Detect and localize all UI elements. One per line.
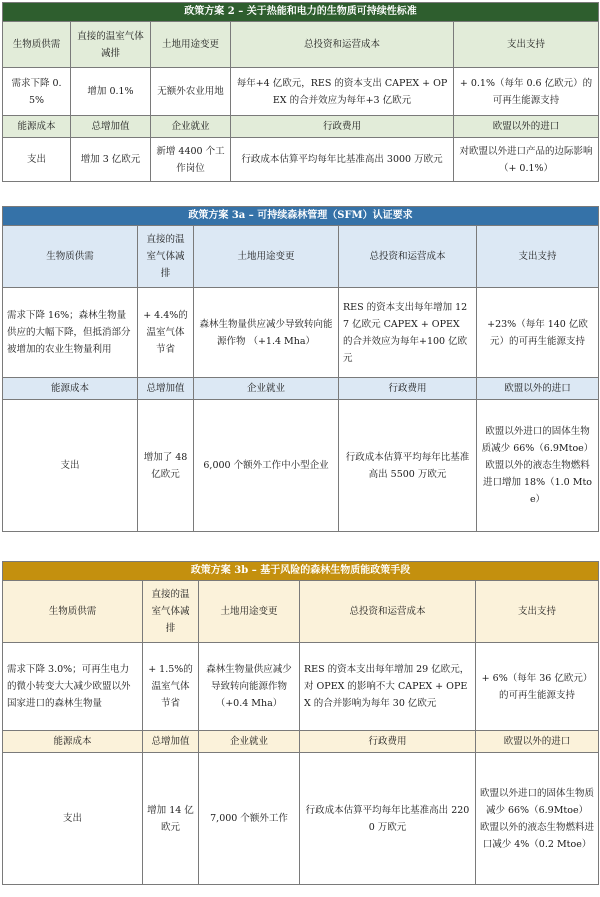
table-title: 政策方案 3b – 基于风险的森林生物质能政策手段 (3, 562, 599, 581)
data-cell: 需求下降 16%；森林生物量供应的大幅下降，但抵消部分被增加的农业生物量利用 (3, 288, 138, 378)
header-cell: 总投资和运营成本 (339, 226, 477, 288)
subheader-cell: 企业就业 (199, 731, 300, 753)
data-cell: 增加了 48 亿欧元 (138, 400, 194, 532)
data-cell: 每年+4 亿欧元，RES 的资本支出 CAPEX + OPEX 的合并效应为每年+3 亿欧元 (231, 68, 454, 116)
data-cell: RES 的资本支出每年增加 127 亿欧元 CAPEX + OPEX 的合并效应为每年+100 亿欧元 (339, 288, 477, 378)
policy-table-3b (2, 561, 599, 885)
subheader-cell: 总增加值 (138, 378, 194, 400)
data-cell: 支出 (3, 138, 71, 182)
header-cell: 总投资和运营成本 (300, 581, 476, 643)
data-cell: 增加 3 亿欧元 (71, 138, 151, 182)
data-cell: 增加 14 亿欧元 (143, 753, 199, 885)
policy-table-3a (2, 206, 599, 532)
header-cell: 生物质供需 (3, 581, 143, 643)
data-cell: 行政成本估算平均每年比基准高出 5500 万欧元 (339, 400, 477, 532)
header-cell: 支出支持 (476, 581, 599, 643)
data-cell: 增加 0.1% (71, 68, 151, 116)
data-cell: 6,000 个额外工作中小型企业 (194, 400, 339, 532)
subheader-cell: 欧盟以外的进口 (477, 378, 599, 400)
header-cell: 土地用途变更 (194, 226, 339, 288)
header-cell: 生物质供需 (3, 22, 71, 68)
table-title: 政策方案 2 – 关于热能和电力的生物质可持续性标准 (3, 3, 599, 22)
data-cell: 需求下降 0.5% (3, 68, 71, 116)
subheader-cell: 行政费用 (339, 378, 477, 400)
subheader-cell: 企业就业 (194, 378, 339, 400)
data-cell: 行政成本估算平均每年比基准高出 3000 万欧元 (231, 138, 454, 182)
data-cell: 无额外农业用地 (151, 68, 231, 116)
subheader-cell: 能源成本 (3, 116, 71, 138)
subheader-cell: 总增加值 (71, 116, 151, 138)
data-cell: + 6%（每年 36 亿欧元）的可再生能源支持 (476, 643, 599, 731)
data-cell: 行政成本估算平均每年比基准高出 2200 万欧元 (300, 753, 476, 885)
header-cell: 总投资和运营成本 (231, 22, 454, 68)
data-cell: 7,000 个额外工作 (199, 753, 300, 885)
data-cell: + 1.5%的温室气体节省 (143, 643, 199, 731)
data-cell: 需求下降 3.0%；可再生电力的微小转变大大减少欧盟以外国家进口的森林生物量 (3, 643, 143, 731)
header-cell: 支出支持 (477, 226, 599, 288)
data-cell: 对欧盟以外进口产品的边际影响（+ 0.1%） (454, 138, 599, 182)
data-cell: 支出 (3, 400, 138, 532)
subheader-cell: 欧盟以外的进口 (476, 731, 599, 753)
header-cell: 支出支持 (454, 22, 599, 68)
data-cell: 欧盟以外进口的固体生物质减少 66%（6.9Mtoe） 欧盟以外的液态生物燃料进口减少 4%（0.2 Mtoe） (476, 753, 599, 885)
header-cell: 土地用途变更 (199, 581, 300, 643)
table-title: 政策方案 3a – 可持续森林管理（SFM）认证要求 (3, 207, 599, 226)
header-cell: 生物质供需 (3, 226, 138, 288)
header-cell: 直接的温室气体减排 (71, 22, 151, 68)
data-cell: 支出 (3, 753, 143, 885)
policy-table-2 (2, 2, 599, 182)
header-cell: 直接的温室气体减排 (143, 581, 199, 643)
data-cell: RES 的资本支出每年增加 29 亿欧元，对 OPEX 的影响不大 CAPEX + OPEX 的合并影响为每年 30 亿欧元 (300, 643, 476, 731)
subheader-cell: 行政费用 (300, 731, 476, 753)
data-cell: 森林生物量供应减少导致转向能源作物（+0.4 Mha） (199, 643, 300, 731)
data-cell: + 0.1%（每年 0.6 亿欧元）的可再生能源支持 (454, 68, 599, 116)
subheader-cell: 企业就业 (151, 116, 231, 138)
subheader-cell: 能源成本 (3, 378, 138, 400)
data-cell: +23%（每年 140 亿欧元）的可再生能源支持 (477, 288, 599, 378)
data-cell: + 4.4%的温室气体节省 (138, 288, 194, 378)
data-cell: 森林生物量供应减少导致转向能源作物 （+1.4 Mha） (194, 288, 339, 378)
subheader-cell: 欧盟以外的进口 (454, 116, 599, 138)
header-cell: 直接的温室气体减排 (138, 226, 194, 288)
subheader-cell: 能源成本 (3, 731, 143, 753)
header-cell: 土地用途变更 (151, 22, 231, 68)
subheader-cell: 总增加值 (143, 731, 199, 753)
data-cell: 欧盟以外进口的固体生物质减少 66%（6.9Mtoe） 欧盟以外的液态生物燃料进口增加 18%（1.0 Mtoe） (477, 400, 599, 532)
subheader-cell: 行政费用 (231, 116, 454, 138)
data-cell: 新增 4400 个工作岗位 (151, 138, 231, 182)
